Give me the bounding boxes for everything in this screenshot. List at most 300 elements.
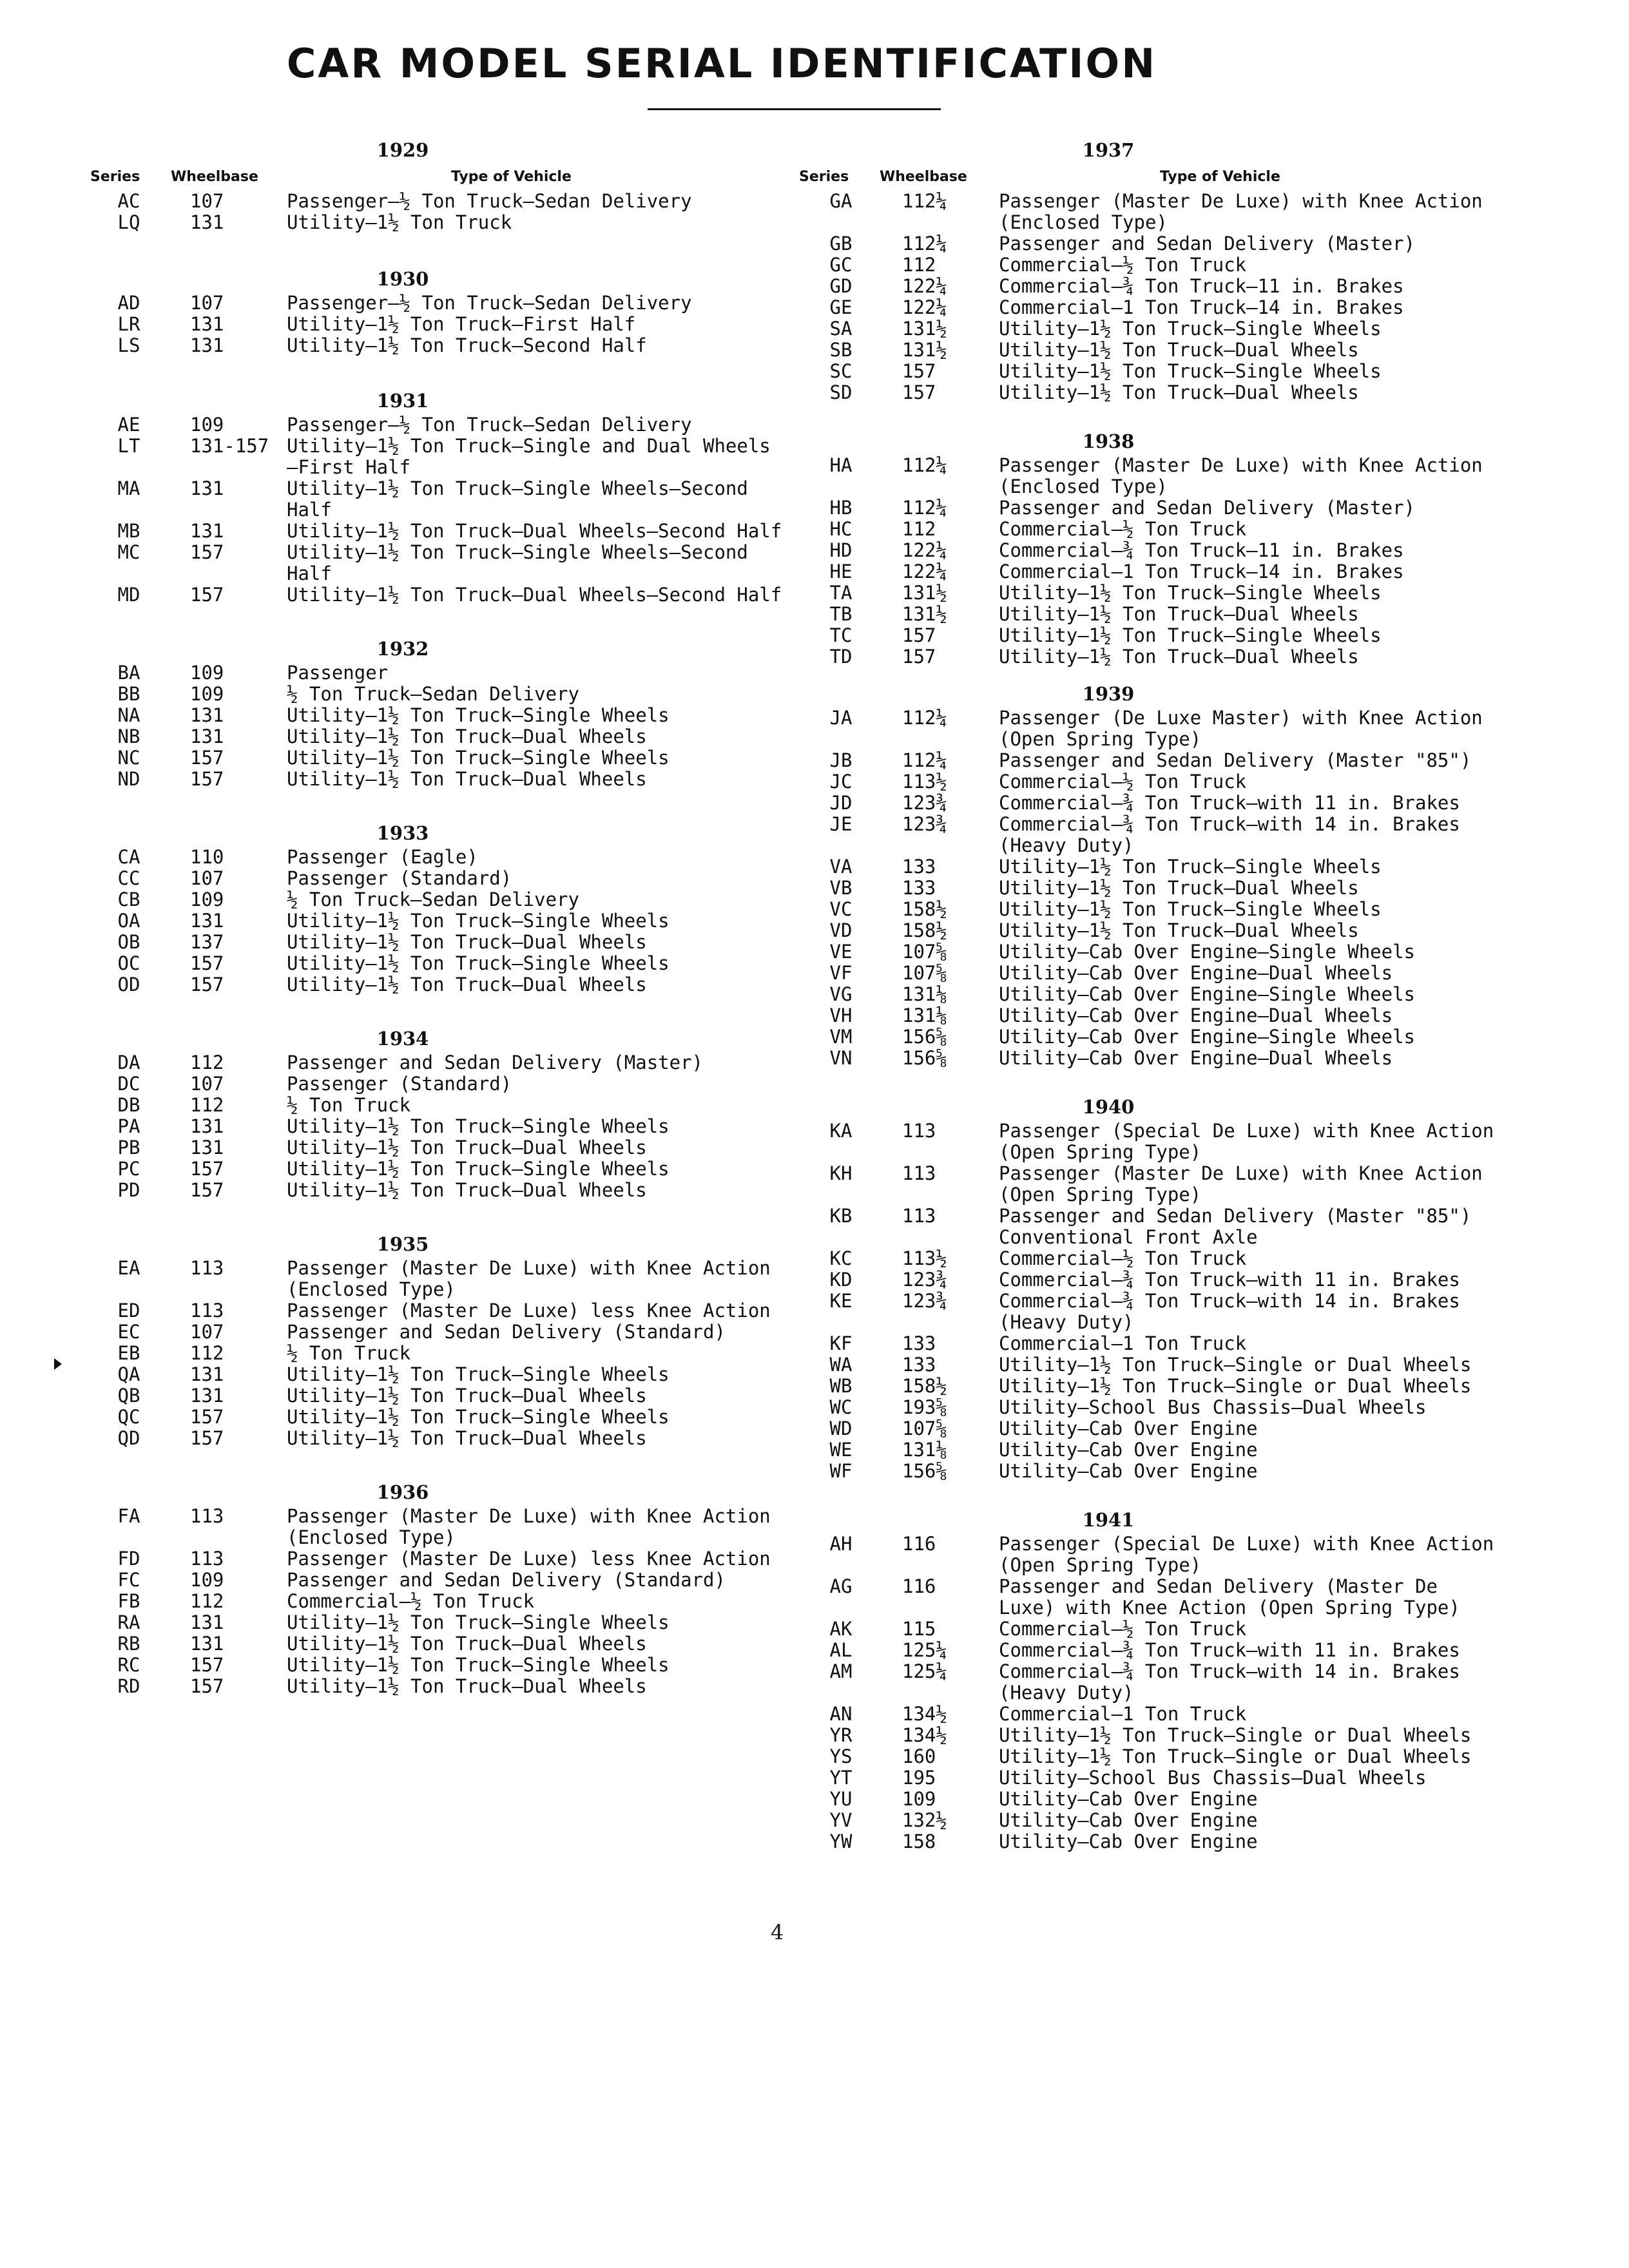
table-row (805, 191, 1498, 233)
series-code: HB (829, 497, 853, 519)
series-code: GD (829, 275, 853, 297)
wheelbase: 115 (902, 1618, 936, 1640)
table-row (805, 750, 1498, 771)
year-heading: 1935 (376, 1233, 429, 1255)
vehicle-type: Commercial—1 Ton Truck—14 in. Brakes (999, 561, 1404, 582)
year-heading: 1936 (376, 1481, 429, 1503)
vehicle-type: Passenger (Special De Luxe) with Knee Action (Open Spring Type) (999, 1533, 1494, 1576)
series-code: CC (117, 867, 140, 889)
vehicle-type: Passenger (Master De Luxe) less Knee Action (287, 1548, 771, 1570)
table-row (93, 1548, 786, 1570)
vehicle-type: Utility—1½ Ton Truck—Single Wheels (287, 1406, 670, 1428)
header-type: Type of Vehicle (1160, 169, 1280, 185)
vehicle-type: Utility—1½ Ton Truck—Single Wheels (287, 952, 670, 974)
wheelbase: 131 (190, 726, 224, 747)
vehicle-type: ½ Ton Truck—Sedan Delivery (287, 889, 579, 910)
table-row (805, 899, 1498, 920)
vehicle-type: Commercial—½ Ton Truck (999, 1247, 1247, 1269)
wheelbase: 122¼ (902, 539, 947, 561)
year-block (93, 1025, 786, 1201)
year-heading: 1934 (376, 1028, 429, 1050)
table-row (805, 233, 1498, 255)
series-code: AN (829, 1703, 853, 1725)
wheelbase: 157 (190, 768, 224, 790)
table-row (805, 707, 1498, 750)
wheelbase: 156⅝ (902, 1026, 947, 1048)
wheelbase: 131-157 (190, 435, 269, 457)
table-row (93, 868, 786, 889)
wheelbase: 156⅝ (902, 1460, 947, 1482)
wheelbase: 109 (190, 1569, 224, 1591)
vehicle-type: Passenger (Master De Luxe) with Knee Action (Enclosed Type) (287, 1257, 771, 1300)
vehicle-type: Passenger and Sedan Delivery (Master) (287, 1052, 704, 1073)
series-code: VC (829, 898, 853, 920)
vehicle-type: Utility—Cab Over Engine (999, 1809, 1258, 1831)
series-code: WD (829, 1418, 853, 1439)
series-code: LS (117, 334, 140, 356)
wheelbase: 157 (902, 624, 936, 646)
series-code: EB (117, 1342, 140, 1364)
vehicle-type: Commercial—¾ Ton Truck—with 14 in. Brakes (Heavy Duty) (999, 1290, 1460, 1333)
vehicle-type: Passenger and Sedan Delivery (Master) (999, 233, 1416, 255)
wheelbase: 112 (190, 1052, 224, 1073)
series-code: VH (829, 1004, 853, 1026)
wheelbase: 116 (902, 1575, 936, 1597)
table-row (93, 662, 786, 684)
wheelbase: 158½ (902, 919, 947, 941)
vehicle-type: Passenger—½ Ton Truck—Sedan Delivery (287, 292, 692, 314)
vehicle-type: Utility—Cab Over Engine—Dual Wheels (999, 1047, 1393, 1069)
table-row (805, 604, 1498, 625)
table-row (805, 963, 1498, 984)
series-code: JC (829, 771, 853, 793)
table-row (805, 1048, 1498, 1069)
vehicle-type: Utility—1½ Ton Truck—Single Wheels—Second Half (287, 477, 748, 521)
table-row (93, 1158, 786, 1180)
series-code: MC (117, 541, 140, 563)
series-code: YW (829, 1831, 853, 1852)
year-heading: 1931 (376, 390, 429, 412)
series-code: KE (829, 1290, 853, 1312)
wheelbase: 131 (190, 704, 224, 726)
series-code: AK (829, 1618, 853, 1640)
series-code: GC (829, 254, 853, 276)
wheelbase: 110 (190, 846, 224, 868)
wheelbase: 157 (190, 1675, 224, 1697)
wheelbase: 131 (190, 910, 224, 932)
wheelbase: 158½ (902, 898, 947, 920)
series-code: VD (829, 919, 853, 941)
table-row (93, 1364, 786, 1385)
vehicle-type: Utility—1½ Ton Truck—Single Wheels (287, 1158, 670, 1180)
year-block (805, 1506, 1498, 1852)
vehicle-type: Utility—1½ Ton Truck—Single Wheels (999, 582, 1382, 604)
vehicle-type: Utility—1½ Ton Truck—Single Wheels (287, 747, 670, 769)
wheelbase: 157 (190, 1158, 224, 1180)
year-block (90, 137, 786, 233)
table-row (805, 1619, 1498, 1640)
vehicle-type: Utility—1½ Ton Truck—Single Wheels (999, 624, 1382, 646)
wheelbase: 131⅛ (902, 983, 947, 1005)
wheelbase: 107⅝ (902, 941, 947, 963)
table-row (93, 1258, 786, 1300)
series-code: TC (829, 624, 853, 646)
wheelbase: 112¼ (902, 190, 947, 212)
wheelbase: 131 (190, 1137, 224, 1158)
table-row (93, 1180, 786, 1201)
series-code: PC (117, 1158, 140, 1180)
wheelbase: 123¾ (902, 792, 947, 814)
table-row (93, 932, 786, 953)
wheelbase: 112¼ (902, 454, 947, 476)
year-block (93, 387, 786, 606)
wheelbase: 133 (902, 877, 936, 899)
series-code: GB (829, 233, 853, 255)
wheelbase: 157 (190, 1406, 224, 1428)
series-code: VM (829, 1026, 853, 1048)
wheelbase: 133 (902, 1332, 936, 1354)
series-code: QC (117, 1406, 140, 1428)
series-code: YU (829, 1788, 853, 1810)
table-row (93, 1300, 786, 1321)
vehicle-type: Utility—Cab Over Engine—Single Wheels (999, 941, 1416, 963)
table-row (805, 1163, 1498, 1206)
vehicle-type: Passenger and Sedan Delivery (Master "85") (999, 749, 1472, 771)
vehicle-type: Utility—Cab Over Engine—Dual Wheels (999, 962, 1393, 984)
vehicle-type: Passenger—½ Ton Truck—Sedan Delivery (287, 190, 692, 212)
vehicle-type: Utility—Cab Over Engine—Dual Wheels (999, 1004, 1393, 1026)
wheelbase: 112 (190, 1094, 224, 1116)
table-row (805, 1810, 1498, 1831)
wheelbase: 131 (190, 211, 224, 233)
vehicle-type: ½ Ton Truck (287, 1342, 411, 1364)
year-heading: 1930 (376, 268, 429, 290)
vehicle-type: Passenger (287, 662, 389, 684)
table-row (805, 540, 1498, 561)
header-series: Series (799, 169, 849, 185)
table-row (93, 910, 786, 932)
series-code: FA (117, 1505, 140, 1527)
wheelbase: 125¼ (902, 1639, 947, 1661)
vehicle-type: Utility—1½ Ton Truck—Dual Wheels (999, 339, 1359, 361)
series-code: FB (117, 1590, 140, 1612)
vehicle-type: Utility—1½ Ton Truck—Single or Dual Wheels (999, 1375, 1472, 1397)
wheelbase: 131½ (902, 582, 947, 604)
wheelbase: 158½ (902, 1375, 947, 1397)
series-code: ED (117, 1300, 140, 1321)
series-code: RA (117, 1611, 140, 1633)
wheelbase: 122¼ (902, 296, 947, 318)
series-code: JA (829, 707, 853, 729)
table-row (93, 1116, 786, 1137)
wheelbase: 195 (902, 1767, 936, 1789)
series-code: LQ (117, 211, 140, 233)
series-code: VG (829, 983, 853, 1005)
vehicle-type: Passenger (Master De Luxe) with Knee Action (Enclosed Type) (999, 454, 1483, 497)
vehicle-type: Utility—1½ Ton Truck—Dual Wheels—Second Half (287, 584, 782, 606)
year-block (93, 1479, 786, 1697)
wheelbase: 132½ (902, 1809, 947, 1831)
vehicle-type: Utility—1½ Ton Truck—Dual Wheels (287, 1385, 647, 1407)
wheelbase: 131½ (902, 339, 947, 361)
year-block (93, 265, 786, 356)
vehicle-type: Utility—1½ Ton Truck—Single Wheels (287, 1363, 670, 1385)
vehicle-type: Passenger and Sedan Delivery (Master) (999, 497, 1416, 519)
vehicle-type: Utility—Cab Over Engine (999, 1418, 1258, 1439)
wheelbase: 134½ (902, 1724, 947, 1746)
table-row (805, 1291, 1498, 1333)
table-row (93, 335, 786, 356)
wheelbase: 107 (190, 1321, 224, 1343)
year-heading: 1933 (376, 822, 429, 844)
wheelbase: 131 (190, 477, 224, 499)
series-code: WF (829, 1460, 853, 1482)
series-code: JD (829, 792, 853, 814)
table-row (93, 414, 786, 436)
vehicle-type: Passenger (Master De Luxe) less Knee Action (287, 1300, 771, 1321)
table-row (93, 478, 786, 521)
table-row (805, 1333, 1498, 1354)
series-code: CB (117, 889, 140, 910)
table-row (805, 1418, 1498, 1439)
wheelbase: 131½ (902, 603, 947, 625)
table-row (805, 1206, 1498, 1248)
series-code: KA (829, 1120, 853, 1142)
wheelbase: 112 (190, 1590, 224, 1612)
table-row (805, 1354, 1498, 1376)
margin-mark (54, 1358, 62, 1370)
vehicle-type: Utility—School Bus Chassis—Dual Wheels (999, 1396, 1427, 1418)
vehicle-type: Commercial—¾ Ton Truck—with 11 in. Brakes (999, 1269, 1460, 1291)
series-code: JB (829, 749, 853, 771)
vehicle-type: Utility—1½ Ton Truck—Single Wheels—Second Half (287, 541, 748, 584)
series-code: BA (117, 662, 140, 684)
wheelbase: 157 (190, 1427, 224, 1449)
title-rule (648, 108, 941, 110)
table-row (805, 625, 1498, 646)
table-row (805, 1439, 1498, 1461)
table-row (805, 340, 1498, 361)
series-code: NB (117, 726, 140, 747)
wheelbase: 123¾ (902, 1290, 947, 1312)
table-row (93, 1612, 786, 1633)
vehicle-type: Utility—1½ Ton Truck—Dual Wheels (287, 1675, 647, 1697)
wheelbase: 160 (902, 1745, 936, 1767)
table-row (805, 1533, 1498, 1576)
vehicle-type: ½ Ton Truck (287, 1094, 411, 1116)
header-type: Type of Vehicle (451, 169, 572, 185)
table-row (93, 1095, 786, 1116)
series-code: RC (117, 1654, 140, 1676)
series-code: HD (829, 539, 853, 561)
series-code: YV (829, 1809, 853, 1831)
vehicle-type: Utility—School Bus Chassis—Dual Wheels (999, 1767, 1427, 1789)
vehicle-type: Utility—1½ Ton Truck—Second Half (287, 334, 647, 356)
table-row (805, 1005, 1498, 1026)
wheelbase: 113 (190, 1257, 224, 1279)
table-row (93, 521, 786, 542)
vehicle-type: Utility—1½ Ton Truck—Dual Wheels (999, 919, 1359, 941)
vehicle-type: Utility—1½ Ton Truck—Single Wheels (287, 1115, 670, 1137)
wheelbase: 157 (902, 381, 936, 403)
wheelbase: 131 (190, 1633, 224, 1655)
vehicle-type: Passenger (Master De Luxe) with Knee Action (Enclosed Type) (287, 1505, 771, 1548)
table-row (805, 1248, 1498, 1269)
table-row (93, 212, 786, 233)
series-code: AL (829, 1639, 853, 1661)
vehicle-type: Utility—1½ Ton Truck—Single or Dual Wheels (999, 1745, 1472, 1767)
wheelbase: 131 (190, 1363, 224, 1385)
vehicle-type: Passenger (Standard) (287, 1073, 512, 1095)
table-row (805, 318, 1498, 340)
series-code: KC (829, 1247, 853, 1269)
series-code: VF (829, 962, 853, 984)
series-code: MD (117, 584, 140, 606)
table-row (805, 793, 1498, 814)
vehicle-type: Commercial—¾ Ton Truck—11 in. Brakes (999, 539, 1404, 561)
vehicle-type: Passenger—½ Ton Truck—Sedan Delivery (287, 414, 692, 436)
table-row (805, 1640, 1498, 1661)
series-code: KF (829, 1332, 853, 1354)
year-block (805, 428, 1498, 668)
series-code: QB (117, 1385, 140, 1407)
header-series: Series (90, 169, 140, 185)
series-code: YS (829, 1745, 853, 1767)
year-block (805, 1093, 1498, 1482)
year-heading: 1939 (1082, 683, 1135, 705)
table-row (93, 542, 786, 584)
vehicle-type: Utility—1½ Ton Truck—Dual Wheels (287, 1137, 647, 1158)
table-row (805, 1026, 1498, 1048)
table-row (93, 314, 786, 335)
wheelbase: 133 (902, 1354, 936, 1376)
wheelbase: 131 (190, 520, 224, 542)
series-code: HC (829, 518, 853, 540)
vehicle-type: Commercial—¾ Ton Truck—with 11 in. Brakes (999, 792, 1460, 814)
vehicle-type: Commercial—½ Ton Truck (999, 254, 1247, 276)
series-code: TD (829, 646, 853, 668)
wheelbase: 113½ (902, 771, 947, 793)
vehicle-type: Commercial—¾ Ton Truck—with 14 in. Brakes (Heavy Duty) (999, 1660, 1460, 1704)
vehicle-type: Commercial—½ Ton Truck (999, 518, 1247, 540)
wheelbase: 131 (190, 1385, 224, 1407)
wheelbase: 107 (190, 190, 224, 212)
vehicle-type: Utility—1½ Ton Truck—Dual Wheels (287, 1427, 647, 1449)
page-number: 4 (771, 1920, 784, 1945)
series-code: WC (829, 1396, 853, 1418)
table-row (805, 1376, 1498, 1397)
table-row (93, 1428, 786, 1449)
left-column (90, 137, 786, 1697)
series-code: HE (829, 561, 853, 582)
wheelbase: 133 (902, 856, 936, 878)
wheelbase: 157 (190, 541, 224, 563)
series-code: FC (117, 1569, 140, 1591)
wheelbase: 107 (190, 867, 224, 889)
vehicle-type: Passenger (Master De Luxe) with Knee Action (Enclosed Type) (999, 190, 1483, 233)
wheelbase: 107 (190, 1073, 224, 1095)
series-code: TB (829, 603, 853, 625)
table-row (93, 1137, 786, 1158)
table-row (93, 293, 786, 314)
table-row (805, 297, 1498, 318)
vehicle-type: Passenger and Sedan Delivery (Standard) (287, 1569, 726, 1591)
table-row (805, 361, 1498, 382)
table-row (93, 1633, 786, 1655)
series-code: QD (117, 1427, 140, 1449)
series-code: YR (829, 1724, 853, 1746)
year-heading: 1941 (1082, 1509, 1135, 1531)
table-row (805, 1269, 1498, 1291)
series-code: LR (117, 313, 140, 335)
vehicle-type: Commercial—1 Ton Truck—14 in. Brakes (999, 296, 1404, 318)
right-column (799, 137, 1498, 1852)
series-code: SB (829, 339, 853, 361)
wheelbase: 156⅝ (902, 1047, 947, 1069)
wheelbase: 112 (902, 518, 936, 540)
wheelbase: 109 (902, 1788, 936, 1810)
series-code: KB (829, 1205, 853, 1227)
wheelbase: 112 (902, 254, 936, 276)
vehicle-type: Utility—1½ Ton Truck—Dual Wheels (287, 1633, 647, 1655)
wheelbase: 157 (190, 974, 224, 995)
table-row (93, 584, 786, 606)
series-code: ND (117, 768, 140, 790)
vehicle-type: Utility—Cab Over Engine—Single Wheels (999, 983, 1416, 1005)
vehicle-type: Utility—1½ Ton Truck—Single Wheels (287, 910, 670, 932)
vehicle-type: Utility—1½ Ton Truck—Single Wheels (287, 704, 670, 726)
series-code: KD (829, 1269, 853, 1291)
wheelbase: 107⅝ (902, 1418, 947, 1439)
series-code: BB (117, 683, 140, 705)
table-row (805, 519, 1498, 540)
table-row (93, 1321, 786, 1343)
vehicle-type: Utility—1½ Ton Truck—Dual Wheels (999, 603, 1359, 625)
vehicle-type: Utility—1½ Ton Truck—Dual Wheels (287, 768, 647, 790)
table-row (93, 1506, 786, 1548)
vehicle-type: Utility—1½ Ton Truck—Single Wheels (287, 1611, 670, 1633)
wheelbase: 107 (190, 292, 224, 314)
table-row (805, 984, 1498, 1005)
vehicle-type: Utility—1½ Ton Truck—Dual Wheels (999, 646, 1359, 668)
table-row (93, 747, 786, 769)
series-code: AC (117, 190, 140, 212)
vehicle-type: Utility—1½ Ton Truck—Single and Dual Wheels —First Half (287, 435, 771, 478)
table-row (93, 1052, 786, 1073)
wheelbase: 157 (190, 1654, 224, 1676)
vehicle-type: Commercial—¾ Ton Truck—with 11 in. Brakes (999, 1639, 1460, 1661)
vehicle-type: Passenger and Sedan Delivery (Standard) (287, 1321, 726, 1343)
table-row (805, 582, 1498, 604)
table-row (805, 1661, 1498, 1704)
series-code: VE (829, 941, 853, 963)
wheelbase: 193⅝ (902, 1396, 947, 1418)
series-code: WE (829, 1439, 853, 1461)
table-row (805, 1120, 1498, 1163)
series-code: DC (117, 1073, 140, 1095)
series-code: CA (117, 846, 140, 868)
table-row (805, 856, 1498, 878)
vehicle-type: Commercial—¾ Ton Truck—with 14 in. Brakes (Heavy Duty) (999, 813, 1460, 856)
table-row (805, 276, 1498, 297)
year-block (93, 820, 786, 995)
vehicle-type: Utility—1½ Ton Truck—Dual Wheels (999, 381, 1359, 403)
table-row (93, 684, 786, 705)
series-code: YT (829, 1767, 853, 1789)
table-row (805, 1576, 1498, 1619)
wheelbase: 116 (902, 1533, 936, 1555)
series-code: EC (117, 1321, 140, 1343)
